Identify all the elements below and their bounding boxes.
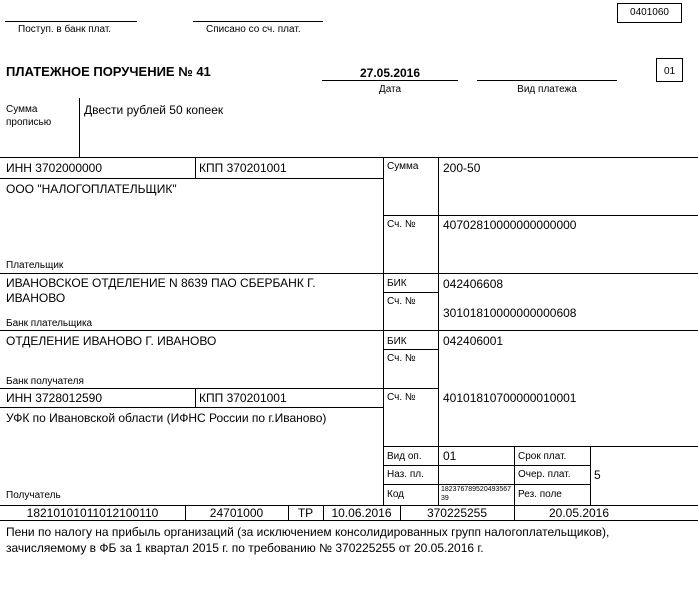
amount-words-label: Сумма прописью [6,104,52,128]
tax-row-bottom [0,520,698,521]
payee-account-label: Сч. № [387,392,416,403]
payee-name: УФК по Ивановской области (ИФНС России по г.Иваново) [6,411,327,425]
payee-account-bottom [383,446,698,447]
bik-bottom-1 [383,292,438,293]
payer-bank-name: ИВАНОВСКОЕ ОТДЕЛЕНИЕ N 8639 ПАО СБЕРБАНК Г. ИВАНОВО [6,276,316,305]
doc-date: 20.05.2016 [548,506,610,520]
page-title: ПЛАТЕЖНОЕ ПОРУЧЕНИЕ № 41 [6,64,211,79]
purpose-code-label: Наз. пл. [387,469,424,480]
payer-status-box [656,58,683,82]
payee-bank-bik: 042406001 [443,334,504,348]
oktmo: 24701000 [209,506,264,520]
codes-col-3 [514,446,515,505]
payee-bank-name: ОТДЕЛЕНИЕ ИВАНОВО Г. ИВАНОВО [6,334,217,348]
payer-bank-bik: 042406608 [443,277,504,291]
sum-value: 200-50 [443,161,481,175]
payer-bottom [0,273,698,274]
payer-inn-bottom [0,178,383,179]
form-code-box [617,3,682,23]
payer-kpp: КПП 370201001 [199,161,287,175]
payer-inn: ИНН 3702000000 [6,161,103,175]
form-code: 0401060 [630,7,669,18]
op-type-label: Вид оп. [387,451,422,462]
debited-line [193,21,323,22]
term-label: Срок плат. [518,451,567,462]
main-col-2 [438,157,439,505]
payment-basis: ТР [297,506,314,520]
res-label: Рез. поле [518,489,562,500]
payment-date: 27.05.2016 [359,66,421,80]
payee-bank-bottom [0,388,438,389]
amount-words-divider [79,98,80,157]
payment-purpose: Пени по налогу на прибыль организаций (за исключением консолидированных групп налогоплательщиков), зачисляемому в ФБ за 1 квартал 2015 г. по требованию № 370225255 от 20.05.2016 г. [6,525,610,555]
payer-bank-bottom [0,330,698,331]
debited-label: Списано со сч. плат. [206,24,301,35]
order-value: 5 [594,468,601,482]
payer-kpp-divider [195,157,196,178]
payer-bank-label: Банк плательщика [6,318,93,329]
bank-received-label: Поступ. в банк плат. [18,24,112,35]
code-value: 18237678952049356739 [441,486,512,502]
codes-col-4 [590,446,591,505]
payer-label: Плательщик [6,260,64,271]
payer-status: 01 [663,66,676,77]
payer-bank-account: 30101810000000000608 [443,306,577,320]
payment-type-line [477,80,617,81]
payer-name: ООО "НАЛОГОПЛАТЕЛЬЩИК" [6,182,177,196]
date-line [322,80,458,81]
doc-number: 370225255 [426,506,488,520]
amount-words: Двести рублей 50 копеек [84,103,224,117]
date-label: Дата [378,84,402,95]
payment-type-label: Вид платежа [517,84,577,95]
grid-top-line [0,157,698,158]
payee-account: 40101810700000010001 [443,391,577,405]
code-label: Код [387,489,405,500]
payer-bank-account-label: Сч. № [387,296,416,307]
op-type: 01 [443,449,457,463]
sum-label: Сумма [387,161,419,172]
payee-bank-bik-label: БИК [387,336,407,347]
payee-bank-account-label: Сч. № [387,353,416,364]
bik-bottom-2 [383,349,438,350]
payee-bank-label: Банк получателя [6,376,84,387]
bank-received-line [5,21,137,22]
payee-inn: ИНН 3728012590 [6,391,103,405]
payee-kpp-divider [195,388,196,407]
sum-bottom [383,215,698,216]
payer-account: 40702810000000000000 [443,218,577,232]
payee-inn-bottom [0,407,383,408]
payer-account-label: Сч. № [387,219,416,230]
payee-kpp: КПП 370201001 [199,391,287,405]
codes-row-1 [383,465,590,466]
payee-label: Получатель [6,490,61,501]
main-col-1 [383,157,384,505]
payer-bank-bik-label: БИК [387,278,407,289]
tax-period: 10.06.2016 [331,506,392,520]
kbk: 18210101011012100110 [26,506,159,520]
order-label: Очер. плат. [518,469,571,480]
